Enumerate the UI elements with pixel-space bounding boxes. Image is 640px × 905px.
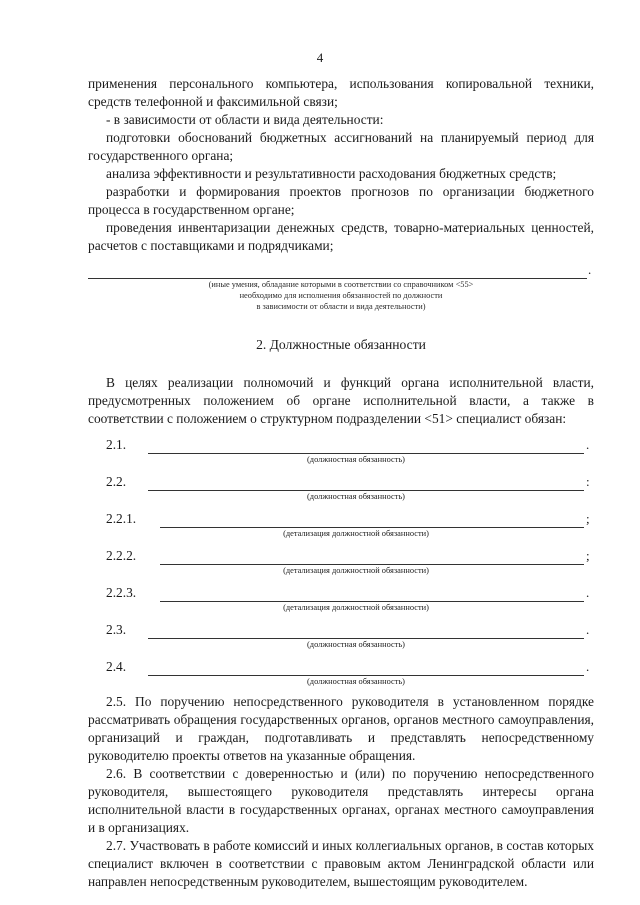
intro-paragraph-4: анализа эффективности и результативности расходования бюджетных средств;	[106, 166, 557, 181]
duty-fill-line	[148, 663, 584, 676]
duty-line-end: ;	[586, 548, 590, 563]
duty-number: 2.4.	[106, 659, 127, 674]
skills-note-line-2: необходимо для исполнения обязанностей по должности	[239, 291, 443, 300]
duty-line-end: :	[586, 474, 590, 489]
duty-caption: (должностная обязанность)	[307, 492, 405, 501]
duty-fill-line	[148, 441, 584, 454]
duty-caption: (должностная обязанность)	[307, 640, 405, 649]
duty-row	[88, 584, 594, 602]
duty-number: 2.3.	[106, 622, 127, 637]
duty-row	[88, 473, 594, 491]
skills-note-line-1: (иные умения, обладание которыми в соответствии со справочником <55>	[208, 280, 474, 289]
skills-fill-line	[88, 261, 594, 279]
section-title: 2. Должностные обязанности	[256, 337, 426, 352]
duty-number: 2.2.1.	[106, 511, 137, 526]
paragraph-2-6: 2.6. В соответствии с доверенностью и (или) по поручению непосредственного руководителя, вышестоящего руководителя представлять интересы органа исполнительной власти в государственных органах, органах местного самоуправления и в организациях.	[88, 766, 594, 835]
duty-caption: (детализация должностной обязанности)	[283, 603, 429, 612]
duty-row	[88, 621, 594, 639]
duty-number: 2.1.	[106, 437, 127, 452]
duty-fill-line	[148, 478, 584, 491]
duty-caption: (должностная обязанность)	[307, 455, 405, 464]
duty-number: 2.2.2.	[106, 548, 137, 563]
intro-paragraph-3: подготовки обоснований бюджетных ассигнований на планируемый период для государственного органа;	[88, 130, 594, 163]
duty-fill-line	[148, 626, 584, 639]
duty-line-end: .	[586, 437, 590, 452]
duty-fill-line	[160, 552, 584, 565]
duty-caption: (детализация должностной обязанности)	[283, 566, 429, 575]
duty-number: 2.2.	[106, 474, 127, 489]
duty-row	[88, 510, 594, 528]
page-content	[88, 75, 594, 891]
fill-line-end: .	[588, 262, 592, 277]
duty-caption: (детализация должностной обязанности)	[283, 529, 429, 538]
duty-row	[88, 436, 594, 454]
fill-line	[88, 266, 587, 279]
page-number: 4	[316, 50, 324, 65]
skills-note-line-3: в зависимости от области и вида деятельности)	[256, 302, 426, 311]
duty-row	[88, 658, 594, 676]
duty-row	[88, 547, 594, 565]
intro-paragraph-5: разработки и формирования проектов прогнозов по организации бюджетного процесса в государственном органе;	[88, 184, 594, 217]
duty-fill-line	[160, 589, 584, 602]
paragraph-2-5: 2.5. По поручению непосредственного руководителя в установленном порядке рассматривать обращения государственных органов, органов местного самоуправления, организаций и граждан, подготавливать и представлять непосредственному руководителю проекты ответов на указанные обращения.	[88, 694, 594, 763]
section-intro: В целях реализации полномочий и функций органа исполнительной власти, предусмотренных положением об органе исполнительной власти, а также в соответствии с положением о структурном подразделении <51> специалист обязан:	[88, 375, 594, 426]
paragraph-2-7: 2.7. Участвовать в работе комиссий и иных коллегиальных органов, в состав которых специалист включен в соответствии с правовым актом Ленинградской области или направлен непосредственным руководителем, вышестоящим руководителем.	[88, 838, 594, 889]
intro-paragraph-2: - в зависимости от области и вида деятельности:	[106, 112, 384, 127]
duty-caption: (должностная обязанность)	[307, 677, 405, 686]
intro-paragraph-6: проведения инвентаризации денежных средств, товарно-материальных ценностей, расчетов с поставщиками и подрядчиками;	[88, 220, 594, 253]
duty-line-end: ;	[586, 511, 590, 526]
duty-line-end: .	[586, 659, 590, 674]
duty-line-end: .	[586, 622, 590, 637]
duty-fill-line	[160, 515, 584, 528]
duty-number: 2.2.3.	[106, 585, 137, 600]
intro-paragraph-1: применения персонального компьютера, использования копировальной техники, средств телефонной и факсимильной связи;	[88, 76, 594, 109]
duty-line-end: .	[586, 585, 590, 600]
